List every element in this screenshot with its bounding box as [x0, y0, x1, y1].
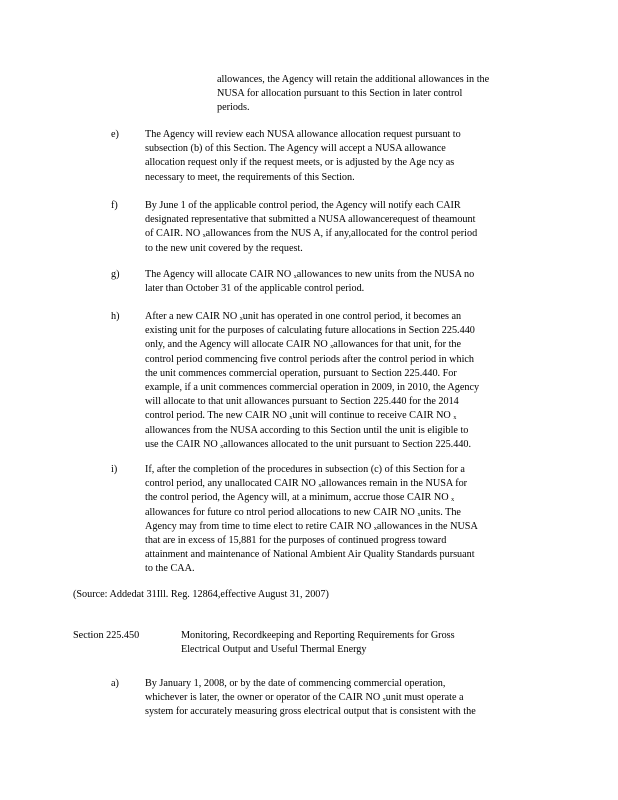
text-line: later than October 31 of the applicable control period.: [145, 283, 365, 295]
section-title: [181, 629, 511, 657]
text-line: allowances, the Agency will retain the additional allowances in the: [217, 74, 490, 85]
item-paragraph-i: [145, 463, 533, 577]
text-line: existing unit for the purposes of calculating future allocations in Section 225.440: [145, 325, 475, 337]
text-line: The Agency will review each NUSA allowance allocation request pursuant to: [145, 129, 461, 140]
item-label-a: a): [111, 678, 119, 689]
item-paragraph-g: [145, 268, 533, 296]
text-line: will allocate to that unit allowances pursuant to Section 225.440 for the 2014: [145, 396, 459, 408]
text-line: allowances from the NUSA according to this Section until the unit is eligible to: [145, 424, 469, 436]
item-paragraph-f: [145, 199, 533, 256]
text-line: control period, any unallocated CAIR NO ₓallowances remain in the NUSA for: [145, 478, 468, 490]
item-paragraph-a: [145, 677, 537, 720]
text-line: whichever is later, the owner or operator of the CAIR NO ₓunit must operate a: [145, 692, 464, 704]
text-line: attainment and maintenance of National Ambient Air Quality Standards pursuant: [145, 549, 475, 561]
text-line: system for accurately measuring gross electrical output that is consistent with the: [145, 706, 476, 718]
source-note: (Source: Addedat 31Ill. Reg. 12864,effective August 31, 2007): [73, 589, 329, 600]
text-line: to the CAA.: [145, 563, 195, 575]
text-line: only, and the Agency will allocate CAIR NO ₓallowances for that unit, for the: [145, 339, 462, 351]
text-line: necessary to meet, the requirements of this Section.: [145, 171, 355, 183]
text-line: allowances for future co ntrol period allocations to new CAIR NO ₓunits. The: [145, 506, 461, 518]
item-label-g: g): [111, 269, 120, 280]
text-line: By January 1, 2008, or by the date of commencing commercial operation,: [145, 678, 446, 689]
item-label-f: f): [111, 200, 118, 211]
text-line: the control period, the Agency will, at a minimum, accrue those CAIR NO ₓ: [145, 492, 455, 504]
text-line: example, if a unit commences commercial operation in 2009, in 2010, the Agency: [145, 382, 480, 394]
text-line: If, after the completion of the procedures in subsection (c) of this Section for a: [145, 464, 465, 475]
text-line: use the CAIR NO ₓallowances allocated to the unit pursuant to Section 225.440.: [145, 438, 472, 450]
text-line: to the new unit covered by the request.: [145, 242, 303, 254]
text-line: the unit commences commercial operation, pursuant to Section 225.440. For: [145, 367, 457, 379]
text-line: designated representative that submitted a NUSA allowancerequest of theamount: [145, 214, 476, 226]
item-paragraph-e: [145, 128, 523, 185]
continuation-paragraph: [217, 73, 539, 116]
section-title-line: Monitoring, Recordkeeping and Reporting Requirements for Gross: [181, 630, 455, 641]
text-line: of CAIR. NO ₓallowances from the NUS A, if any,allocated for the control period: [145, 228, 478, 240]
text-line: NUSA for allocation pursuant to this Section in later control: [217, 88, 463, 100]
text-line: By June 1 of the applicable control period, the Agency will notify each CAIR: [145, 200, 461, 211]
item-label-i: i): [111, 464, 118, 475]
text-line: After a new CAIR NO ₓunit has operated in one control period, it becomes an: [145, 311, 462, 322]
text-line: that are in excess of 15,881 for the purposes of continued progress toward: [145, 535, 447, 547]
item-paragraph-h: [145, 310, 533, 452]
text-line: The Agency will allocate CAIR NO ₓallowances to new units from the NUSA no: [145, 269, 475, 280]
text-line: periods.: [217, 102, 250, 114]
item-label-e: e): [111, 129, 119, 140]
text-line: control period. The new CAIR NO ₓunit will continue to receive CAIR NO ₓ: [145, 410, 457, 422]
text-line: control period commencing five control periods after the control period in which: [145, 353, 475, 365]
section-title-line: Electrical Output and Useful Thermal Energy: [181, 644, 367, 656]
text-line: allocation request only if the request meets, or is adjusted by the Age ncy as: [145, 157, 455, 169]
section-number: Section 225.450: [73, 630, 140, 641]
item-label-h: h): [111, 311, 120, 322]
text-line: subsection (b) of this Section. The Agency will accept a NUSA allowance: [145, 143, 446, 155]
text-line: Agency may from time to time elect to retire CAIR NO ₓallowances in the NUSA: [145, 520, 478, 532]
